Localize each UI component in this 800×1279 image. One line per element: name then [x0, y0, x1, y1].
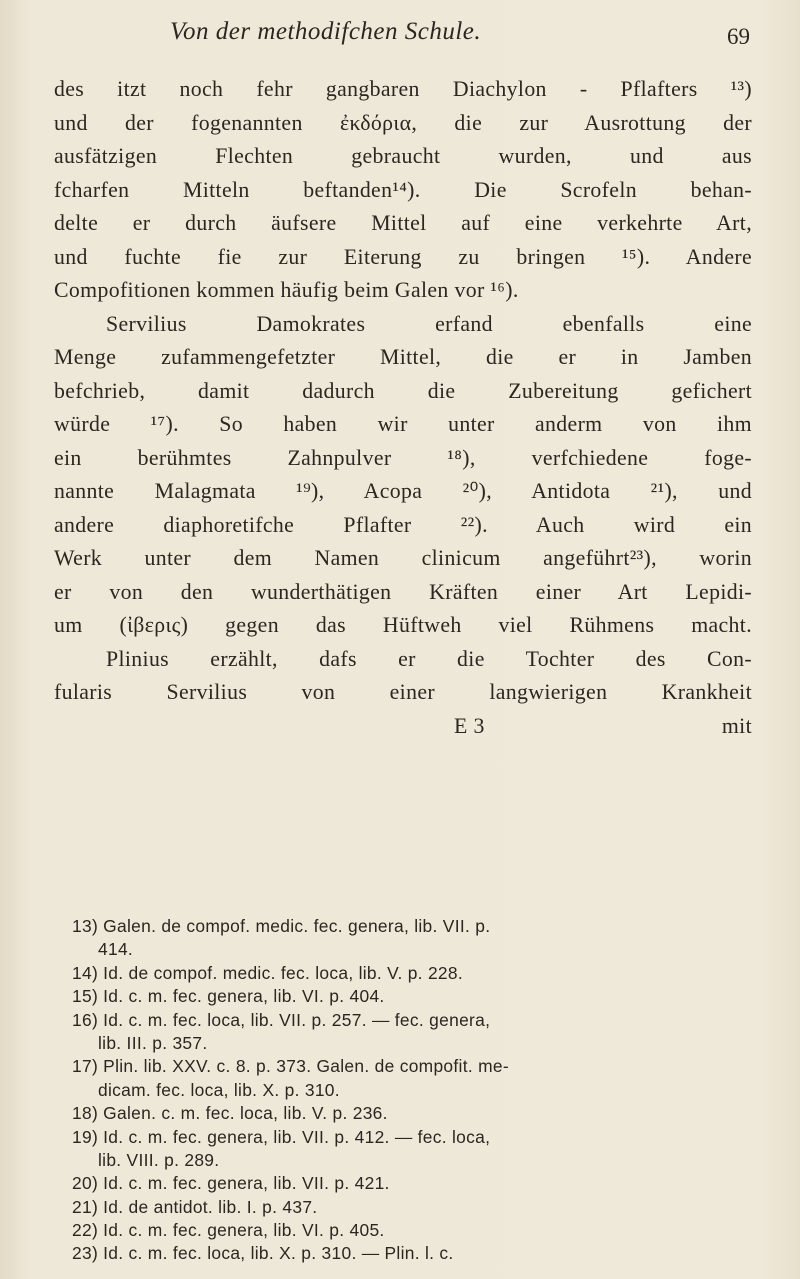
body-line: er von den wunderthätigen Kräften einer Art Lepidi-	[54, 579, 752, 604]
footnote: 19) Id. c. m. fec. genera, lib. VII. p. 412. — fec. loca,	[72, 1126, 491, 1147]
footnote: 21) Id. de antidot. lib. I. p. 437.	[72, 1196, 318, 1217]
signature-mark: E 3	[454, 713, 485, 738]
footnote: 15) Id. c. m. fec. genera, lib. VI. p. 404.	[72, 986, 385, 1007]
footnote: 23) Id. c. m. fec. loca, lib. X. p. 310. — Plin. l. c.	[72, 1243, 454, 1264]
body-line: des itzt noch fehr gangbaren Diachylon - Pflafters ¹³)	[54, 77, 752, 101]
body-text	[54, 73, 752, 743]
body-line: Menge zufammengefetzter Mittel, die er in Jamben	[54, 345, 752, 369]
page-header	[170, 18, 750, 58]
body-line: Servilius Damokrates erfand ebenfalls eine	[106, 311, 752, 336]
body-line: befchrieb, damit dadurch die Zubereitung gefichert	[54, 378, 752, 403]
footnote: 20) Id. c. m. fec. genera, lib. VII. p. 421.	[72, 1173, 390, 1194]
page-number: 69	[727, 24, 750, 49]
body-line: um (ἰβερις) gegen das Hüftweh viel Rühmens macht.	[54, 613, 752, 637]
body-line: nannte Malagmata ¹⁹), Acopa ²⁰), Antidota ²¹), und	[54, 479, 752, 503]
footnote: 22) Id. c. m. fec. genera, lib. VI. p. 405.	[72, 1220, 385, 1241]
footnote-continuation: 414.	[98, 939, 134, 960]
body-line: andere diaphoretifche Pflafter ²²). Auch wird ein	[54, 512, 752, 537]
footnote: 13) Galen. de compof. medic. fec. genera, lib. VII. p.	[72, 916, 491, 936]
footnotes	[72, 915, 762, 1266]
body-line: ausfätzigen Flechten gebraucht wurden, und aus	[54, 144, 752, 168]
footnote: 18) Galen. c. m. fec. loca, lib. V. p. 236.	[72, 1103, 388, 1124]
body-line: fularis Servilius von einer langwierigen Krankheit	[54, 680, 752, 704]
footnote: 14) Id. de compof. medic. fec. loca, lib. V. p. 228.	[72, 962, 463, 983]
body-line: Werk unter dem Namen clinicum angeführt²³), worin	[54, 546, 752, 570]
body-line: und der fogenannten ἐκδόρια, die zur Ausrottung der	[54, 110, 752, 135]
body-line: und fuchte fie zur Eiterung zu bringen ¹⁵). Andere	[54, 244, 752, 269]
running-title: Von der methodifchen Schule.	[170, 18, 482, 45]
footnote-continuation: dicam. fec. loca, lib. X. p. 310.	[98, 1079, 340, 1100]
body-line: delte er durch äufsere Mittel auf eine verkehrte Art,	[54, 211, 752, 235]
footnote-continuation: lib. III. p. 357.	[98, 1032, 208, 1053]
body-line: ein berühmtes Zahnpulver ¹⁸), verfchiedene foge-	[54, 445, 752, 470]
catchword: mit	[721, 713, 752, 738]
body-line: fcharfen Mitteln beftanden¹⁴). Die Scrofeln behan-	[54, 177, 752, 202]
footnote: 17) Plin. lib. XXV. c. 8. p. 373. Galen. de compofit. me-	[72, 1056, 509, 1077]
footnote: 16) Id. c. m. fec. loca, lib. VII. p. 257. — fec. genera,	[72, 1009, 491, 1030]
body-line: würde ¹⁷). So haben wir unter anderm von ihm	[54, 412, 752, 436]
body-line: Plinius erzählt, dafs er die Tochter des Con-	[106, 646, 752, 671]
footnote-continuation: lib. VIII. p. 289.	[98, 1149, 220, 1170]
signature-line	[54, 710, 752, 744]
body-line: Compofitionen kommen häufig beim Galen vor ¹⁶).	[54, 278, 519, 302]
